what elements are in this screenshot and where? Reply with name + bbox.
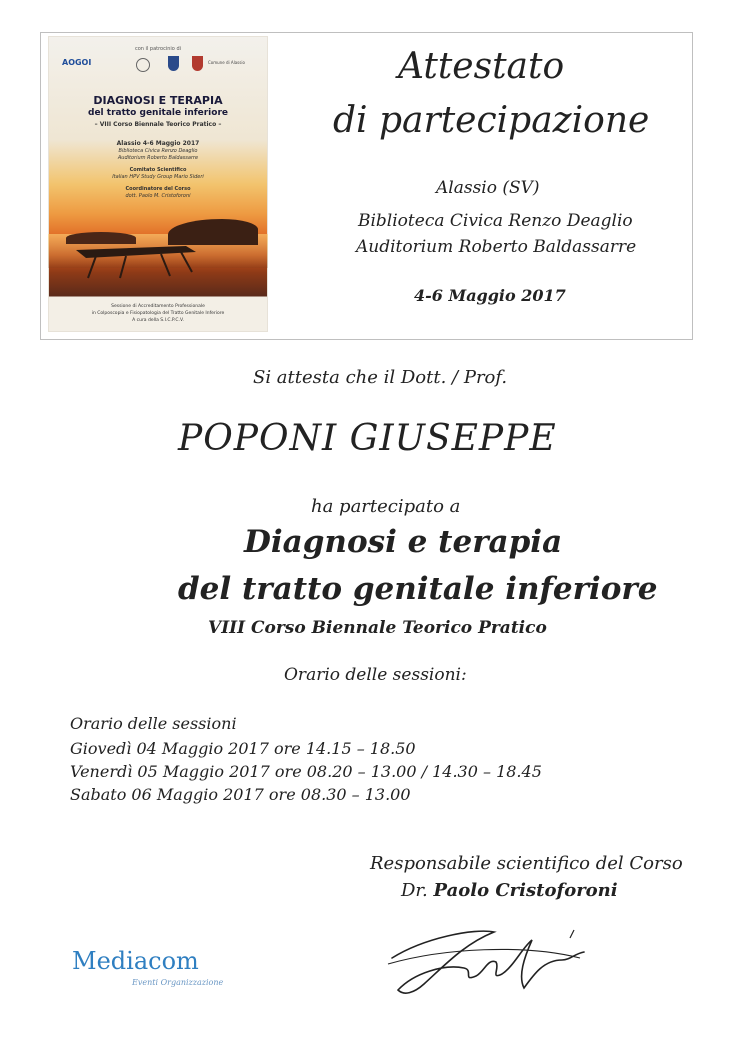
course-title-line1: Diagnosi e terapia <box>244 524 563 560</box>
handwritten-signature <box>384 918 594 1008</box>
poster-title-2: del tratto genitale inferiore <box>88 108 228 118</box>
schedule-heading: Orario delle sessioni <box>70 714 237 733</box>
participation-text: ha partecipato a <box>311 496 461 517</box>
shield-icon <box>168 56 179 71</box>
poster-coordinator-label: Coordinatore del Corso <box>125 186 191 192</box>
signatory-name-line <box>401 880 618 901</box>
signatory-role: Responsabile scientifico del Corso <box>370 853 683 874</box>
poster-title-1: DIAGNOSI E TERAPIA <box>93 94 223 107</box>
poster-date: Alassio 4-6 Maggio 2017 <box>116 140 200 147</box>
poster-comune: Comune di Alassio <box>208 60 245 65</box>
poster-footer-1: Sessione di Accreditamento Professionale <box>111 304 205 309</box>
poster-footer-2: in Colposcopia e Fisiopatologia del Tratto Genitale Inferiore <box>91 311 225 316</box>
participant-name: POPONI GIUSEPPE <box>178 418 557 459</box>
attestation-statement: Si attesta che il Dott. / Prof. <box>253 367 508 388</box>
schedule-heading-centered: Orario delle sessioni: <box>284 665 467 685</box>
venue-line1: Biblioteca Civica Renzo Deaglio <box>358 211 633 231</box>
poster-coordinator-value: dott. Paolo M. Cristoforoni <box>125 193 191 199</box>
poster-committee-value: Italian HPV Study Group Mario Sideri <box>112 174 204 180</box>
signatory-title: Dr. <box>401 880 428 901</box>
course-title-line2: del tratto genitale inferiore <box>178 571 658 607</box>
coat-of-arms-icon <box>192 56 203 71</box>
poster-venue-1: Biblioteca Civica Renzo Deaglio <box>118 148 198 154</box>
poster-footer-3: A cura della S.I.C.P.C.V. <box>132 318 184 323</box>
poster-venue-2: Auditorium Roberto Baldassarre <box>117 155 199 161</box>
course-subtitle: VIII Corso Biennale Teorico Pratico <box>208 618 547 638</box>
poster-logo-aogoi: AOGOI <box>62 58 92 67</box>
mediacom-tagline: Eventi Organizzazione <box>132 978 224 987</box>
poster-course: – VIII Corso Biennale Teorico Pratico – <box>94 121 222 128</box>
venue-line2: Auditorium Roberto Baldassarre <box>356 237 637 257</box>
boat-icon <box>66 232 206 282</box>
event-dates: 4-6 Maggio 2017 <box>414 286 566 305</box>
certificate-title-line1: Attestato <box>398 46 565 87</box>
event-city: Alassio (SV) <box>436 178 540 198</box>
signatory-name: Paolo Cristoforoni <box>433 880 618 901</box>
seal-icon <box>136 58 150 72</box>
mediacom-brand: Mediacom <box>72 947 199 975</box>
event-poster <box>48 36 268 332</box>
mediacom-logo <box>72 947 199 975</box>
schedule-line: Sabato 06 Maggio 2017 ore 08.30 – 13.00 <box>70 785 411 804</box>
certificate-title-line2: di partecipazione <box>333 100 650 141</box>
schedule-line: Giovedì 04 Maggio 2017 ore 14.15 – 18.50 <box>70 739 416 758</box>
poster-patronage: con il patrocinio di <box>134 46 182 52</box>
poster-committee-label: Comitato Scientifico <box>129 167 187 173</box>
schedule-line: Venerdì 05 Maggio 2017 ore 08.20 – 13.00 / 14.30 – 18.45 <box>70 762 542 781</box>
